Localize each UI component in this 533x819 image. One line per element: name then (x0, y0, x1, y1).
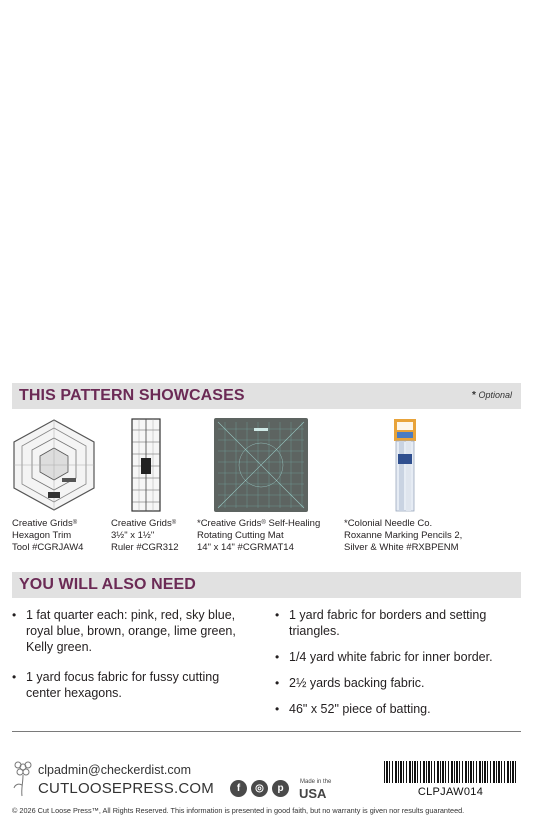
contact-email[interactable]: clpadmin@checkerdist.com (38, 763, 192, 777)
list-item: • 1 yard focus fabric for fussy cutting center hexagons. (12, 669, 257, 701)
copyright-text: © 2026 Cut Loose Press™, All Rights Reserved. This information is presented in good faith, but no warranty is given nor results guaranteed. (12, 806, 465, 815)
list-item: • 46" x 52" piece of batting. (275, 701, 520, 717)
showcase-title: THIS PATTERN SHOWCASES (19, 387, 245, 404)
pinterest-icon[interactable]: p (272, 780, 289, 797)
optional-note: * Optional (472, 390, 512, 401)
cutting-mat-icon (214, 418, 308, 512)
need-title: YOU WILL ALSO NEED (19, 576, 196, 593)
sku-code: CLPJAW014 (417, 786, 484, 798)
instagram-icon[interactable]: ◎ (251, 780, 268, 797)
list-item: • 1 yard fabric for borders and setting triangles. (275, 607, 520, 639)
marking-pencils-icon (393, 418, 417, 512)
list-item: • 1/4 yard white fabric for inner border. (275, 649, 520, 665)
facebook-icon[interactable]: f (230, 780, 247, 797)
barcode-image (384, 761, 517, 783)
need-list-right (275, 607, 520, 731)
flower-logo-icon (12, 759, 34, 797)
list-item: • 2½ yards backing fabric. (275, 675, 520, 691)
showcase-header (12, 383, 521, 409)
need-list-left (12, 607, 257, 715)
website-link[interactable]: CUTLOOSEPRESS.COM (38, 780, 214, 797)
hexagon-trim-tool-icon (12, 418, 96, 511)
made-in-label: Made in the (300, 779, 332, 785)
rectangle-ruler-icon (131, 418, 161, 512)
footer-divider (12, 731, 521, 732)
made-in-usa: USA (299, 786, 327, 801)
need-header (12, 572, 521, 598)
list-item: • 1 fat quarter each: pink, red, sky blue, royal blue, brown, orange, lime green, Kelly green. (12, 607, 257, 655)
